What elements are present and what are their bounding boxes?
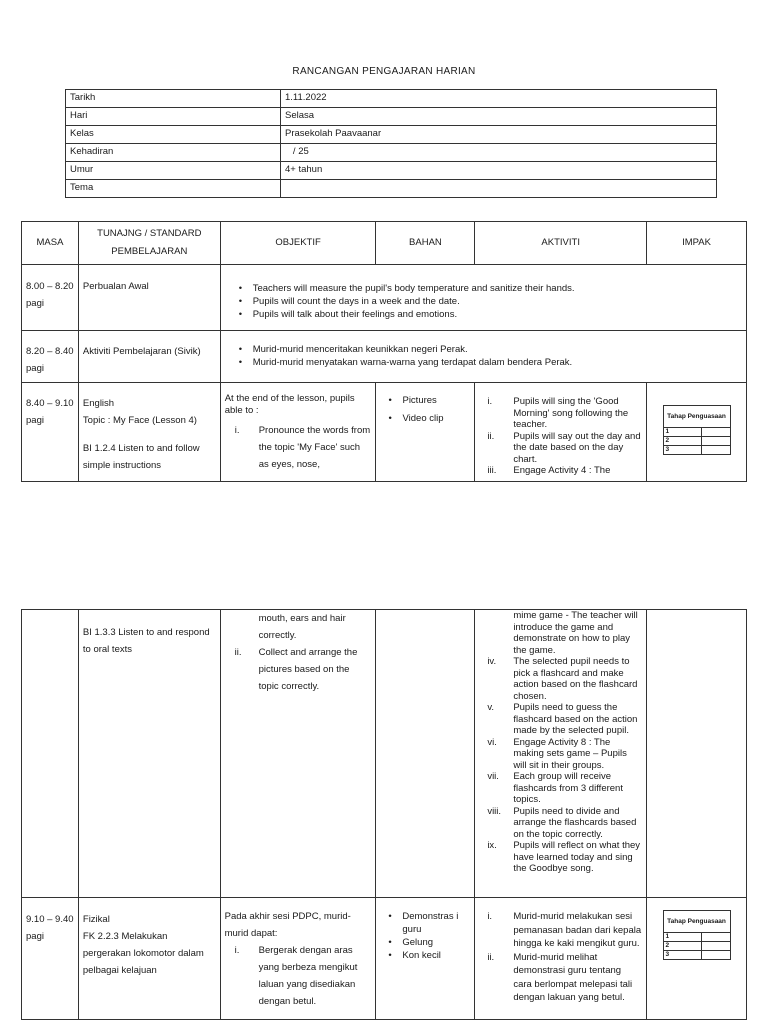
objective-text: Pronounce the words from the topic 'My Face' such as eyes, nose, (258, 425, 371, 470)
merged-activity-cell (220, 331, 746, 383)
header-aktiviti: AKTIVITI (475, 222, 647, 265)
impact-cell (647, 610, 747, 898)
time-cell: 8.40 – 9.10 pagi (22, 383, 79, 482)
lesson-table (21, 221, 747, 482)
list-item: i. Pronounce the words from the topic 'My Face' such as eyes, nose, (234, 425, 371, 470)
info-row (66, 180, 717, 198)
info-label: Tema (66, 180, 281, 198)
list-item: mime game - The teacher will introduce the game and demonstrate on how to play the game. (513, 610, 638, 656)
info-table (65, 89, 717, 198)
objective-cell (220, 898, 376, 1020)
list-item: iv. The selected pupil needs to pick a flashcard and make action based on the flashcard chosen. (487, 656, 638, 702)
objective-list (225, 610, 372, 695)
list-item: vii. Each group will receive flashcards from 3 different topics. (487, 771, 623, 805)
lesson-table-continued (21, 609, 747, 1020)
standard-cell: Aktiviti Pembelajaran (Sivik) (78, 331, 220, 383)
standard-text: BI 1.2.4 Listen to and follow simple instructions (82, 443, 200, 471)
list-item: ii. Pupils will say out the day and the date based on the day chart. (487, 430, 641, 465)
page-title: RANCANGAN PENGAJARAN HARIAN (292, 66, 476, 77)
merged-activity-cell (220, 265, 746, 331)
info-value: / 25 (281, 144, 717, 162)
materials-list (380, 910, 470, 962)
list-item: • Pupils will count the days in a week and the date. (225, 295, 742, 308)
materials-list (380, 392, 470, 428)
materials-cell (376, 898, 475, 1020)
lesson-row (22, 610, 747, 898)
header-standard: TUNAJNG / STANDARD PEMBELAJARAN (78, 222, 220, 265)
objective-intro: Pada akhir sesi PDPC, murid-murid dapat: (224, 911, 351, 939)
list-item: • Gelung (380, 936, 470, 949)
time-cell: 8.00 – 8.20 pagi (22, 265, 79, 331)
tahap-title: Tahap Penguasaan (663, 911, 730, 933)
tahap-checkbox[interactable] (701, 446, 730, 455)
standard-cell (78, 898, 220, 1020)
standard-cell: BI 1.3.3 Listen to and respond to oral texts (78, 610, 220, 898)
info-label: Kehadiran (66, 144, 281, 162)
info-row (66, 162, 717, 180)
activity-cell (475, 383, 647, 482)
objective-text: Collect and arrange the pictures based on the topic correctly. (258, 647, 358, 692)
time-cell: 8.20 – 8.40 pagi (22, 331, 79, 383)
tahap-title: Tahap Penguasaan (663, 406, 730, 428)
objective-intro: At the end of the lesson, pupils able to : (224, 393, 355, 416)
header-impak: IMPAK (647, 222, 747, 265)
tahap-level: 3 (663, 446, 701, 455)
list-item: • Kon kecil (380, 949, 470, 962)
list-item: • Murid-murid menyatakan warna-warna yang terdapat dalam bendera Perak. (225, 356, 742, 369)
activity-list (479, 610, 642, 875)
subject-label: English (82, 398, 115, 409)
header-masa: MASA (22, 222, 79, 265)
materials-cell (376, 610, 475, 898)
list-item: • Pictures (380, 392, 470, 410)
objective-list (225, 422, 372, 473)
lesson-row (22, 265, 747, 331)
list-item: ix. Pupils will reflect on what they have learned today and sing the Goodbye song. (487, 840, 641, 874)
tahap-penguasaan-table (663, 405, 731, 455)
activity-list (479, 396, 642, 477)
tahap-penguasaan-table (663, 910, 731, 960)
tahap-checkbox[interactable] (701, 942, 730, 951)
activity-cell (475, 610, 647, 898)
lesson-row (22, 898, 747, 1020)
list-item: iii. Engage Activity 4 : The (487, 465, 611, 476)
list-item: i. Pupils will sing the 'Good Morning' song following the teacher. (487, 396, 629, 430)
list-item: i. Bergerak dengan aras yang berbeza mengikut laluan yang disediakan dengan betul. (234, 945, 358, 1007)
standard-cell (78, 383, 220, 482)
list-item: viii. Pupils need to divide and arrange the flashcards based on the topic correctly. (487, 805, 637, 840)
time-cell: 9.10 – 9.40 pagi (22, 898, 79, 1020)
tahap-level: 2 (663, 437, 701, 446)
lesson-row (22, 383, 747, 482)
tahap-checkbox[interactable] (701, 437, 730, 446)
tahap-level: 2 (663, 942, 701, 951)
lesson-row (22, 331, 747, 383)
list-item: • Murid-murid menceritakan keunikkan negeri Perak. (225, 343, 742, 356)
subject-label: Fizikal (82, 914, 110, 925)
tahap-checkbox[interactable] (701, 428, 730, 437)
list-item: ii. Collect and arrange the pictures based on the topic correctly. (234, 647, 358, 692)
list-item: ii. Murid-murid melihat demonstrasi guru tentang cara berlompat melepasi tali dengan lakuan yang betul. (487, 951, 633, 1003)
list-item: vi. Engage Activity 8 : The making sets game – Pupils will sit in their groups. (487, 736, 627, 771)
info-value: Prasekolah Paavaanar (281, 126, 717, 144)
impact-cell (647, 898, 747, 1020)
standard-cell: Perbualan Awal (78, 265, 220, 331)
activity-cell (475, 898, 647, 1020)
list-item: • Pupils will talk about their feelings and emotions. (225, 308, 742, 321)
header-objektif: OBJEKTIF (220, 222, 376, 265)
info-row (66, 144, 717, 162)
impact-cell (647, 383, 747, 482)
list-item: i. Murid-murid melakukan sesi pemanasan badan dari kepala hingga ke kaki mengikut guru. (487, 911, 642, 949)
activity-list (479, 910, 642, 1005)
standard-text: FK 2.2.3 Melakukan pergerakan lokomotor dalam pelbagai kelajuan (82, 931, 204, 976)
objective-cell (220, 610, 376, 898)
tahap-level: 3 (663, 951, 701, 960)
info-label: Umur (66, 162, 281, 180)
list-item: v. Pupils need to guess the flashcard based on the action made by the selected pupil. (487, 702, 638, 736)
list-item (225, 610, 372, 644)
tahap-level: 1 (663, 933, 701, 942)
list-item: • Video clip (380, 410, 470, 428)
header-row (22, 222, 747, 265)
info-row (66, 90, 717, 108)
time-cell (22, 610, 79, 898)
bullet-list (225, 282, 742, 321)
list-item: • Demonstras i guru (380, 910, 470, 936)
info-label: Tarikh (66, 90, 281, 108)
info-row (66, 126, 717, 144)
objective-list (225, 942, 372, 1010)
info-value: 1.11.2022 (281, 90, 717, 108)
info-value: 4+ tahun (281, 162, 717, 180)
tahap-checkbox[interactable] (701, 933, 730, 942)
topic-label: Topic : My Face (Lesson 4) (82, 415, 197, 426)
bullet-list (225, 343, 742, 369)
objective-text: mouth, ears and hair correctly. (258, 613, 346, 641)
list-item: • Teachers will measure the pupil's body temperature and sanitize their hands. (225, 282, 742, 295)
tahap-level: 1 (663, 428, 701, 437)
objective-cell (220, 383, 376, 482)
info-value (281, 180, 717, 198)
info-label: Hari (66, 108, 281, 126)
objective-text: Bergerak dengan aras yang berbeza mengikut laluan yang disediakan dengan betul. (258, 945, 358, 1007)
materials-cell (376, 383, 475, 482)
info-value: Selasa (281, 108, 717, 126)
info-row (66, 108, 717, 126)
header-bahan: BAHAN (376, 222, 475, 265)
info-label: Kelas (66, 126, 281, 144)
tahap-checkbox[interactable] (701, 951, 730, 960)
